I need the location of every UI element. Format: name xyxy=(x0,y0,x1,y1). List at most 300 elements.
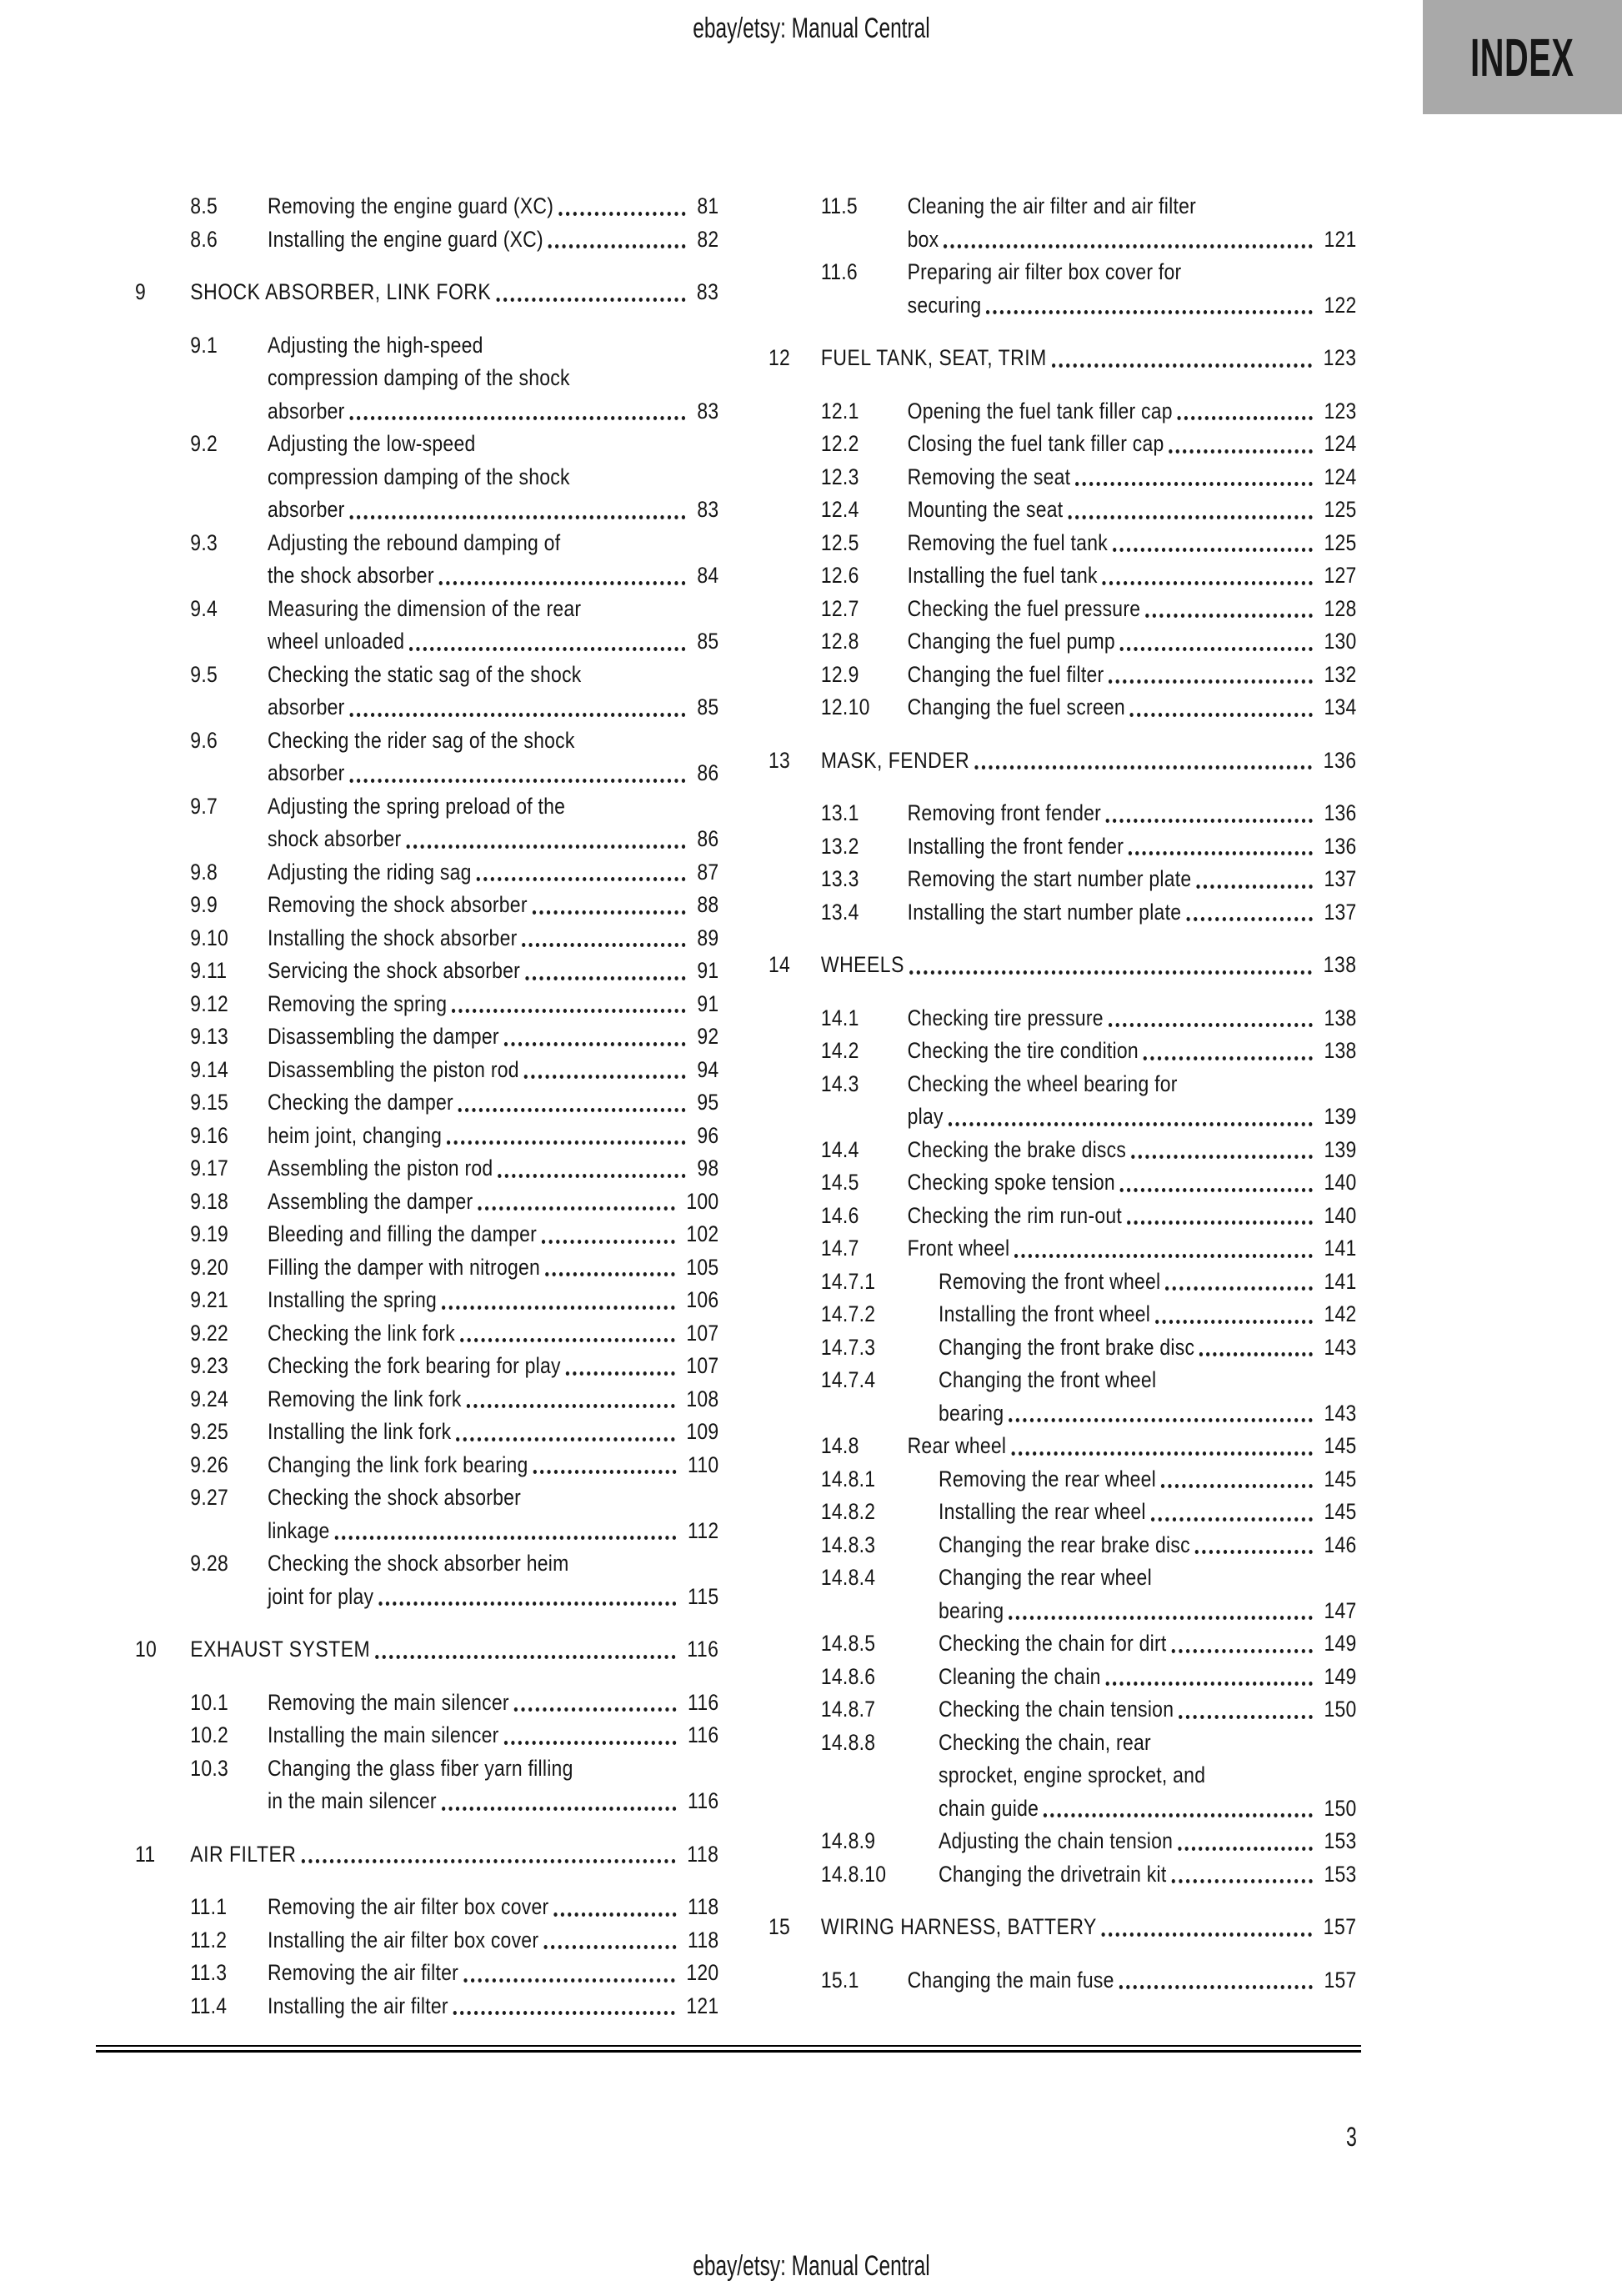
footer-title: ebay/etsy: Manual Central xyxy=(692,2250,930,2282)
entry-page: 137 xyxy=(1324,866,1357,891)
entry-page: 123 xyxy=(1324,398,1357,424)
leader-dots xyxy=(1196,885,1312,889)
entry-number: 9.16 xyxy=(190,1122,228,1148)
entry-number: 9.13 xyxy=(190,1024,228,1049)
toc-entry-12.6 xyxy=(768,559,1357,593)
toc-entry-11.5 xyxy=(768,190,1357,256)
entry-text: Rear wheel xyxy=(907,1433,1007,1458)
entry-number: 14.1 xyxy=(820,1005,859,1030)
entry-number: 9.6 xyxy=(190,727,218,753)
toc-entry-9.27 xyxy=(135,1481,718,1547)
entry-number: 14.8.8 xyxy=(820,1729,876,1755)
entry-page: 94 xyxy=(697,1056,719,1082)
entry-text-line: Cleaning the air filter and air filter xyxy=(907,193,1197,218)
entry-text: Changing the link fork bearing xyxy=(267,1451,528,1477)
entry-page: 83 xyxy=(697,497,719,522)
entry-text: shock absorber xyxy=(267,826,402,851)
entry-number: 14 xyxy=(768,952,791,977)
toc-entry-14.8.9 xyxy=(768,1825,1357,1858)
leader-dots xyxy=(452,1009,686,1013)
entry-text: Changing the fuel pump xyxy=(907,629,1115,654)
entry-number: 14.8.5 xyxy=(820,1631,876,1656)
entry-number: 14.3 xyxy=(820,1070,859,1096)
entry-text: box xyxy=(907,226,939,252)
leader-dots xyxy=(543,1945,676,1949)
leader-dots xyxy=(522,943,685,947)
toc-entry-14.7.1 xyxy=(768,1266,1357,1299)
entry-page: 110 xyxy=(688,1451,719,1477)
toc-entry-9.18 xyxy=(135,1186,718,1219)
entry-text-line: Changing the front wheel xyxy=(939,1367,1157,1392)
entry-text: Checking the rim run-out xyxy=(907,1202,1123,1228)
leader-dots xyxy=(986,310,1312,314)
entry-page: 123 xyxy=(1323,345,1357,370)
entry-text-line: Adjusting the spring preload of the xyxy=(267,793,566,819)
entry-number: 12 xyxy=(768,345,791,370)
entry-page: 157 xyxy=(1324,1967,1357,1993)
toc-entry-11.6 xyxy=(768,256,1357,322)
entry-page: 109 xyxy=(686,1419,719,1444)
entry-page: 86 xyxy=(697,826,719,851)
page-footer xyxy=(0,2249,1622,2283)
entry-page: 136 xyxy=(1324,833,1357,859)
entry-page: 128 xyxy=(1324,595,1357,621)
entry-number: 9.2 xyxy=(190,431,218,456)
toc-entry-14.8.10 xyxy=(768,1858,1357,1892)
page-number-value: 3 xyxy=(1346,2122,1357,2152)
entry-text: Removing the air filter box cover xyxy=(267,1894,549,1919)
entry-page: 136 xyxy=(1324,800,1357,825)
toc-entry-9.21 xyxy=(135,1284,718,1317)
entry-page: 85 xyxy=(697,629,719,654)
entry-text: Disassembling the piston rod xyxy=(267,1056,519,1082)
toc-entry-12.3 xyxy=(768,461,1357,494)
entry-text: Adjusting the chain tension xyxy=(939,1828,1174,1853)
entry-page: 140 xyxy=(1324,1170,1357,1195)
leader-dots xyxy=(548,244,686,248)
leader-dots xyxy=(442,1807,677,1811)
entry-text: joint for play xyxy=(267,1583,374,1609)
toc-entry-9.8 xyxy=(135,856,718,890)
toc-entry-11.4 xyxy=(135,1990,718,2023)
leader-dots xyxy=(442,1306,675,1310)
entry-number: 14.8.7 xyxy=(820,1697,876,1722)
leader-dots xyxy=(558,212,686,216)
entry-text-line: compression damping of the shock xyxy=(267,365,570,390)
entry-number: 13.2 xyxy=(820,833,859,859)
toc-entry-14.4 xyxy=(768,1134,1357,1167)
toc-right-column xyxy=(768,190,1357,1997)
toc-entry-10.1 xyxy=(135,1687,718,1720)
leader-dots xyxy=(1009,1616,1313,1620)
entry-text: linkage xyxy=(267,1517,330,1543)
toc-entry-14.8 xyxy=(768,1430,1357,1463)
entry-number: 14.5 xyxy=(820,1170,859,1195)
entry-page: 88 xyxy=(697,892,719,917)
entry-text: bearing xyxy=(939,1400,1004,1426)
entry-page: 121 xyxy=(686,1993,719,2018)
toc-entry-10.2 xyxy=(135,1719,718,1752)
toc-entry-9.5 xyxy=(135,659,718,724)
entry-number: 9.8 xyxy=(190,859,218,885)
toc-entry-14.5 xyxy=(768,1166,1357,1200)
entry-text-line: compression damping of the shock xyxy=(267,464,570,489)
entry-page: 145 xyxy=(1324,1499,1357,1524)
entry-text-line: Checking the chain, rear xyxy=(939,1729,1151,1755)
entry-number: 12.8 xyxy=(820,629,859,654)
leader-dots xyxy=(503,1741,676,1745)
leader-dots xyxy=(1068,515,1313,519)
toc-entry-9.10 xyxy=(135,922,718,955)
leader-dots xyxy=(1052,363,1312,368)
entry-text: bearing xyxy=(939,1597,1004,1623)
entry-page: 124 xyxy=(1324,431,1357,456)
leader-dots xyxy=(1169,449,1313,454)
toc-entry-11.1 xyxy=(135,1891,718,1924)
toc-entry-9.26 xyxy=(135,1449,718,1482)
entry-page: 107 xyxy=(686,1320,719,1346)
toc-entry-14 xyxy=(768,949,1357,982)
entry-page: 86 xyxy=(697,760,719,785)
entry-page: 138 xyxy=(1324,1005,1357,1030)
entry-page: 116 xyxy=(687,1637,719,1662)
leader-dots xyxy=(1011,1451,1313,1456)
toc-entry-14.7.2 xyxy=(768,1298,1357,1331)
entry-text: Mounting the seat xyxy=(907,497,1064,522)
toc-entry-9.14 xyxy=(135,1054,718,1087)
entry-text-line: Checking the static sag of the shock xyxy=(267,661,582,687)
entry-text: Installing the engine guard (XC) xyxy=(267,226,543,252)
entry-text: securing xyxy=(907,292,982,318)
leader-dots xyxy=(1106,819,1313,823)
entry-text: Removing the engine guard (XC) xyxy=(267,193,554,218)
toc-entry-14.2 xyxy=(768,1035,1357,1068)
entry-number: 10.1 xyxy=(190,1689,228,1715)
entry-text: Removing the air filter xyxy=(267,1960,459,1985)
leader-dots xyxy=(456,1437,674,1441)
toc-entry-15 xyxy=(768,1911,1357,1944)
entry-text: Checking the chain tension xyxy=(939,1697,1174,1722)
toc-entry-12.10 xyxy=(768,691,1357,724)
page-number xyxy=(1207,2122,1357,2152)
entry-text-line: Preparing air filter box cover for xyxy=(907,259,1182,284)
leader-dots xyxy=(1127,1221,1313,1225)
entry-page: 89 xyxy=(697,925,719,950)
toc-entry-14.8.2 xyxy=(768,1496,1357,1529)
leader-dots xyxy=(1161,1484,1313,1488)
toc-entry-11.2 xyxy=(135,1924,718,1958)
toc-entry-9.28 xyxy=(135,1547,718,1613)
entry-page: 143 xyxy=(1324,1334,1357,1360)
entry-number: 13.4 xyxy=(820,899,859,925)
entry-text: Changing the fuel filter xyxy=(907,661,1104,687)
toc-entry-9.4 xyxy=(135,593,718,659)
entry-page: 138 xyxy=(1323,952,1357,977)
leader-dots xyxy=(1014,1254,1313,1258)
leader-dots xyxy=(504,1042,686,1046)
toc-entry-13.3 xyxy=(768,863,1357,896)
entry-page: 125 xyxy=(1324,497,1357,522)
toc-entry-9.16 xyxy=(135,1120,718,1153)
entry-text: Removing the fuel tank xyxy=(907,529,1108,555)
entry-page: 141 xyxy=(1324,1268,1357,1294)
entry-page: 124 xyxy=(1324,464,1357,489)
toc-entry-9.1 xyxy=(135,329,718,429)
entry-text: Removing the rear wheel xyxy=(939,1466,1157,1491)
entry-page: 140 xyxy=(1324,1202,1357,1228)
leader-dots xyxy=(566,1371,675,1376)
leader-dots xyxy=(1103,581,1313,585)
entry-page: 82 xyxy=(697,226,719,252)
leader-dots xyxy=(1151,1517,1313,1521)
leader-dots xyxy=(460,1338,675,1342)
leader-dots xyxy=(498,1174,685,1178)
toc-entry-13.4 xyxy=(768,896,1357,930)
entry-number: 9.21 xyxy=(190,1287,228,1312)
entry-text: Checking tire pressure xyxy=(907,1005,1104,1030)
entry-page: 138 xyxy=(1324,1038,1357,1063)
entry-number: 12.7 xyxy=(820,595,859,621)
leader-dots xyxy=(1195,1550,1313,1554)
entry-number: 12.3 xyxy=(820,464,859,489)
entry-text: Front wheel xyxy=(907,1236,1010,1261)
leader-dots xyxy=(1199,1352,1313,1356)
entry-number: 11.4 xyxy=(190,1993,228,2018)
entry-number: 13.1 xyxy=(820,800,859,825)
toc-entry-9.6 xyxy=(135,724,718,790)
leader-dots xyxy=(1119,1985,1313,1989)
entry-number: 14.7.3 xyxy=(820,1334,876,1360)
entry-number: 14.7.4 xyxy=(820,1367,876,1392)
entry-page: 118 xyxy=(688,1927,719,1953)
entry-text: Servicing the shock absorber xyxy=(267,958,521,983)
leader-dots xyxy=(496,298,685,302)
leader-dots xyxy=(542,1240,675,1244)
entry-number: 9.22 xyxy=(190,1320,228,1346)
entry-text: absorber xyxy=(267,760,345,785)
toc-entry-8.5 xyxy=(135,190,718,223)
leader-dots xyxy=(375,1655,676,1659)
entry-page: 145 xyxy=(1324,1466,1357,1491)
entry-text: Checking the brake discs xyxy=(907,1136,1127,1162)
leader-dots xyxy=(1109,679,1313,684)
entry-number: 9.10 xyxy=(190,925,228,950)
entry-number: 14.8.1 xyxy=(820,1466,876,1491)
leader-dots xyxy=(525,976,686,980)
leader-dots xyxy=(1131,1155,1313,1159)
entry-text: the shock absorber xyxy=(267,563,434,588)
entry-page: 139 xyxy=(1324,1136,1357,1162)
entry-text: Removing the spring xyxy=(267,990,448,1016)
toc-entry-13 xyxy=(768,744,1357,778)
toc-entry-14.8.3 xyxy=(768,1529,1357,1562)
leader-dots xyxy=(301,1859,675,1863)
entry-page: 130 xyxy=(1324,629,1357,654)
entry-text: Closing the fuel tank filler cap xyxy=(907,431,1164,456)
entry-number: 11 xyxy=(135,1841,156,1867)
leader-dots xyxy=(1113,548,1313,552)
toc-entry-9.7 xyxy=(135,790,718,856)
entry-number: 9.24 xyxy=(190,1386,228,1411)
entry-page: 147 xyxy=(1324,1597,1357,1623)
entry-text-line: Checking the shock absorber xyxy=(267,1485,522,1510)
entry-text: Checking spoke tension xyxy=(907,1170,1115,1195)
leader-dots xyxy=(1009,1418,1313,1422)
entry-text: Installing the link fork xyxy=(267,1419,452,1444)
entry-page: 85 xyxy=(697,694,719,719)
leader-dots xyxy=(463,1978,675,1983)
leader-dots xyxy=(409,647,686,651)
leader-dots xyxy=(1106,1682,1313,1686)
index-tab xyxy=(1423,0,1622,114)
toc-entry-14.7 xyxy=(768,1232,1357,1266)
toc-left-column xyxy=(135,190,718,2023)
entry-page: 83 xyxy=(697,398,719,424)
entry-text-line: Measuring the dimension of the rear xyxy=(267,595,582,621)
entry-number: 14.7 xyxy=(820,1236,859,1261)
toc-entry-12.9 xyxy=(768,659,1357,692)
toc-entry-14.8.1 xyxy=(768,1463,1357,1496)
entry-page: 134 xyxy=(1324,694,1357,719)
entry-number: 11.2 xyxy=(190,1927,228,1953)
toc-entry-9.11 xyxy=(135,955,718,988)
toc-entry-14.7.4 xyxy=(768,1364,1357,1430)
leader-dots xyxy=(1109,1023,1313,1027)
leader-dots xyxy=(350,779,686,783)
toc-entry-14.6 xyxy=(768,1200,1357,1233)
toc-entry-9.19 xyxy=(135,1218,718,1251)
entry-text-line: Checking the rider sag of the shock xyxy=(267,727,575,753)
entry-number: 11.3 xyxy=(190,1960,228,1985)
entry-page: 141 xyxy=(1324,1236,1357,1261)
entry-page: 112 xyxy=(688,1517,719,1543)
toc-entry-9.9 xyxy=(135,889,718,922)
leader-dots xyxy=(524,1075,686,1079)
entry-page: 132 xyxy=(1324,661,1357,687)
entry-page: 150 xyxy=(1324,1795,1357,1821)
entry-page: 142 xyxy=(1324,1301,1357,1326)
entry-text: Changing the drivetrain kit xyxy=(939,1861,1167,1887)
entry-number: 11.6 xyxy=(820,259,858,284)
entry-text: Opening the fuel tank filler cap xyxy=(907,398,1173,424)
leader-dots xyxy=(974,765,1312,770)
leader-dots xyxy=(1178,1847,1313,1851)
leader-dots xyxy=(533,1470,676,1474)
entry-text: chain guide xyxy=(939,1795,1039,1821)
leader-dots xyxy=(1130,713,1313,717)
entry-text: Checking the damper xyxy=(267,1090,453,1115)
page-header xyxy=(0,12,1622,45)
entry-text: Installing the shock absorber xyxy=(267,925,518,950)
entry-text: play xyxy=(907,1104,944,1129)
entry-number: 9.25 xyxy=(190,1419,228,1444)
entry-text: Assembling the piston rod xyxy=(267,1156,493,1181)
entry-text: Assembling the damper xyxy=(267,1188,473,1214)
entry-number: 14.4 xyxy=(820,1136,859,1162)
toc-entry-12.8 xyxy=(768,625,1357,659)
toc-entry-14.7.3 xyxy=(768,1331,1357,1365)
entry-number: 10.3 xyxy=(190,1755,228,1781)
leader-dots xyxy=(378,1602,676,1606)
leader-dots xyxy=(944,244,1313,248)
entry-page: 121 xyxy=(1324,226,1357,252)
entry-number: 12.6 xyxy=(820,563,859,588)
entry-number: 11.5 xyxy=(820,193,858,218)
toc-entry-12.2 xyxy=(768,428,1357,461)
entry-page: 91 xyxy=(697,958,719,983)
leader-dots xyxy=(478,1206,674,1211)
entry-text: FUEL TANK, SEAT, TRIM xyxy=(820,345,1047,370)
entry-page: 116 xyxy=(688,1722,719,1747)
toc-entry-13.2 xyxy=(768,830,1357,864)
entry-number: 9.11 xyxy=(190,958,228,983)
entry-number: 12.4 xyxy=(820,497,859,522)
entry-number: 15 xyxy=(768,1914,791,1939)
entry-number: 13.3 xyxy=(820,866,859,891)
entry-text: Changing the rear brake disc xyxy=(939,1532,1190,1557)
entry-text: Installing the air filter box cover xyxy=(267,1927,539,1953)
entry-page: 105 xyxy=(686,1254,719,1280)
entry-page: 137 xyxy=(1324,899,1357,925)
entry-page: 145 xyxy=(1324,1433,1357,1458)
index-label: INDEX xyxy=(1470,27,1574,88)
footer-rule xyxy=(96,2045,1361,2053)
entry-number: 9 xyxy=(135,279,147,304)
entry-page: 116 xyxy=(688,1788,719,1813)
leader-dots xyxy=(439,581,686,585)
entry-text: Installing the spring xyxy=(267,1287,438,1312)
entry-number: 12.5 xyxy=(820,529,859,555)
leader-dots xyxy=(477,877,686,881)
toc-entry-10 xyxy=(135,1633,718,1667)
entry-text: Removing the main silencer xyxy=(267,1689,509,1715)
toc-entry-8.6 xyxy=(135,223,718,257)
header-title: ebay/etsy: Manual Central xyxy=(692,13,930,44)
toc-entry-12.1 xyxy=(768,395,1357,429)
entry-text: in the main silencer xyxy=(267,1788,437,1813)
entry-text-line: Changing the rear wheel xyxy=(939,1565,1152,1590)
entry-text: Changing the front brake disc xyxy=(939,1334,1195,1360)
entry-page: 122 xyxy=(1324,292,1357,318)
leader-dots xyxy=(909,970,1312,975)
entry-number: 12.9 xyxy=(820,661,859,687)
entry-page: 102 xyxy=(686,1221,719,1246)
toc-entry-9.17 xyxy=(135,1152,718,1186)
entry-number: 9.20 xyxy=(190,1254,228,1280)
entry-text: absorber xyxy=(267,398,345,424)
toc-entry-11 xyxy=(135,1838,718,1872)
entry-page: 153 xyxy=(1324,1828,1357,1853)
leader-dots xyxy=(467,1404,675,1408)
entry-page: 92 xyxy=(697,1024,719,1049)
entry-number: 9.19 xyxy=(190,1221,228,1246)
toc-entry-14.3 xyxy=(768,1068,1357,1134)
entry-text-line: Checking the wheel bearing for xyxy=(907,1070,1178,1096)
entry-text: Bleeding and filling the damper xyxy=(267,1221,538,1246)
entry-page: 106 xyxy=(686,1287,719,1312)
entry-number: 14.8 xyxy=(820,1433,859,1458)
entry-number: 14.8.6 xyxy=(820,1663,876,1689)
entry-number: 14.8.10 xyxy=(820,1861,887,1887)
toc-entry-9 xyxy=(135,276,718,309)
entry-page: 107 xyxy=(686,1353,719,1378)
entry-number: 8.5 xyxy=(190,193,218,218)
entry-number: 14.2 xyxy=(820,1038,859,1063)
leader-dots xyxy=(1075,482,1313,486)
entry-page: 127 xyxy=(1324,563,1357,588)
toc-entry-14.8.6 xyxy=(768,1661,1357,1694)
entry-number: 14.6 xyxy=(820,1202,859,1228)
